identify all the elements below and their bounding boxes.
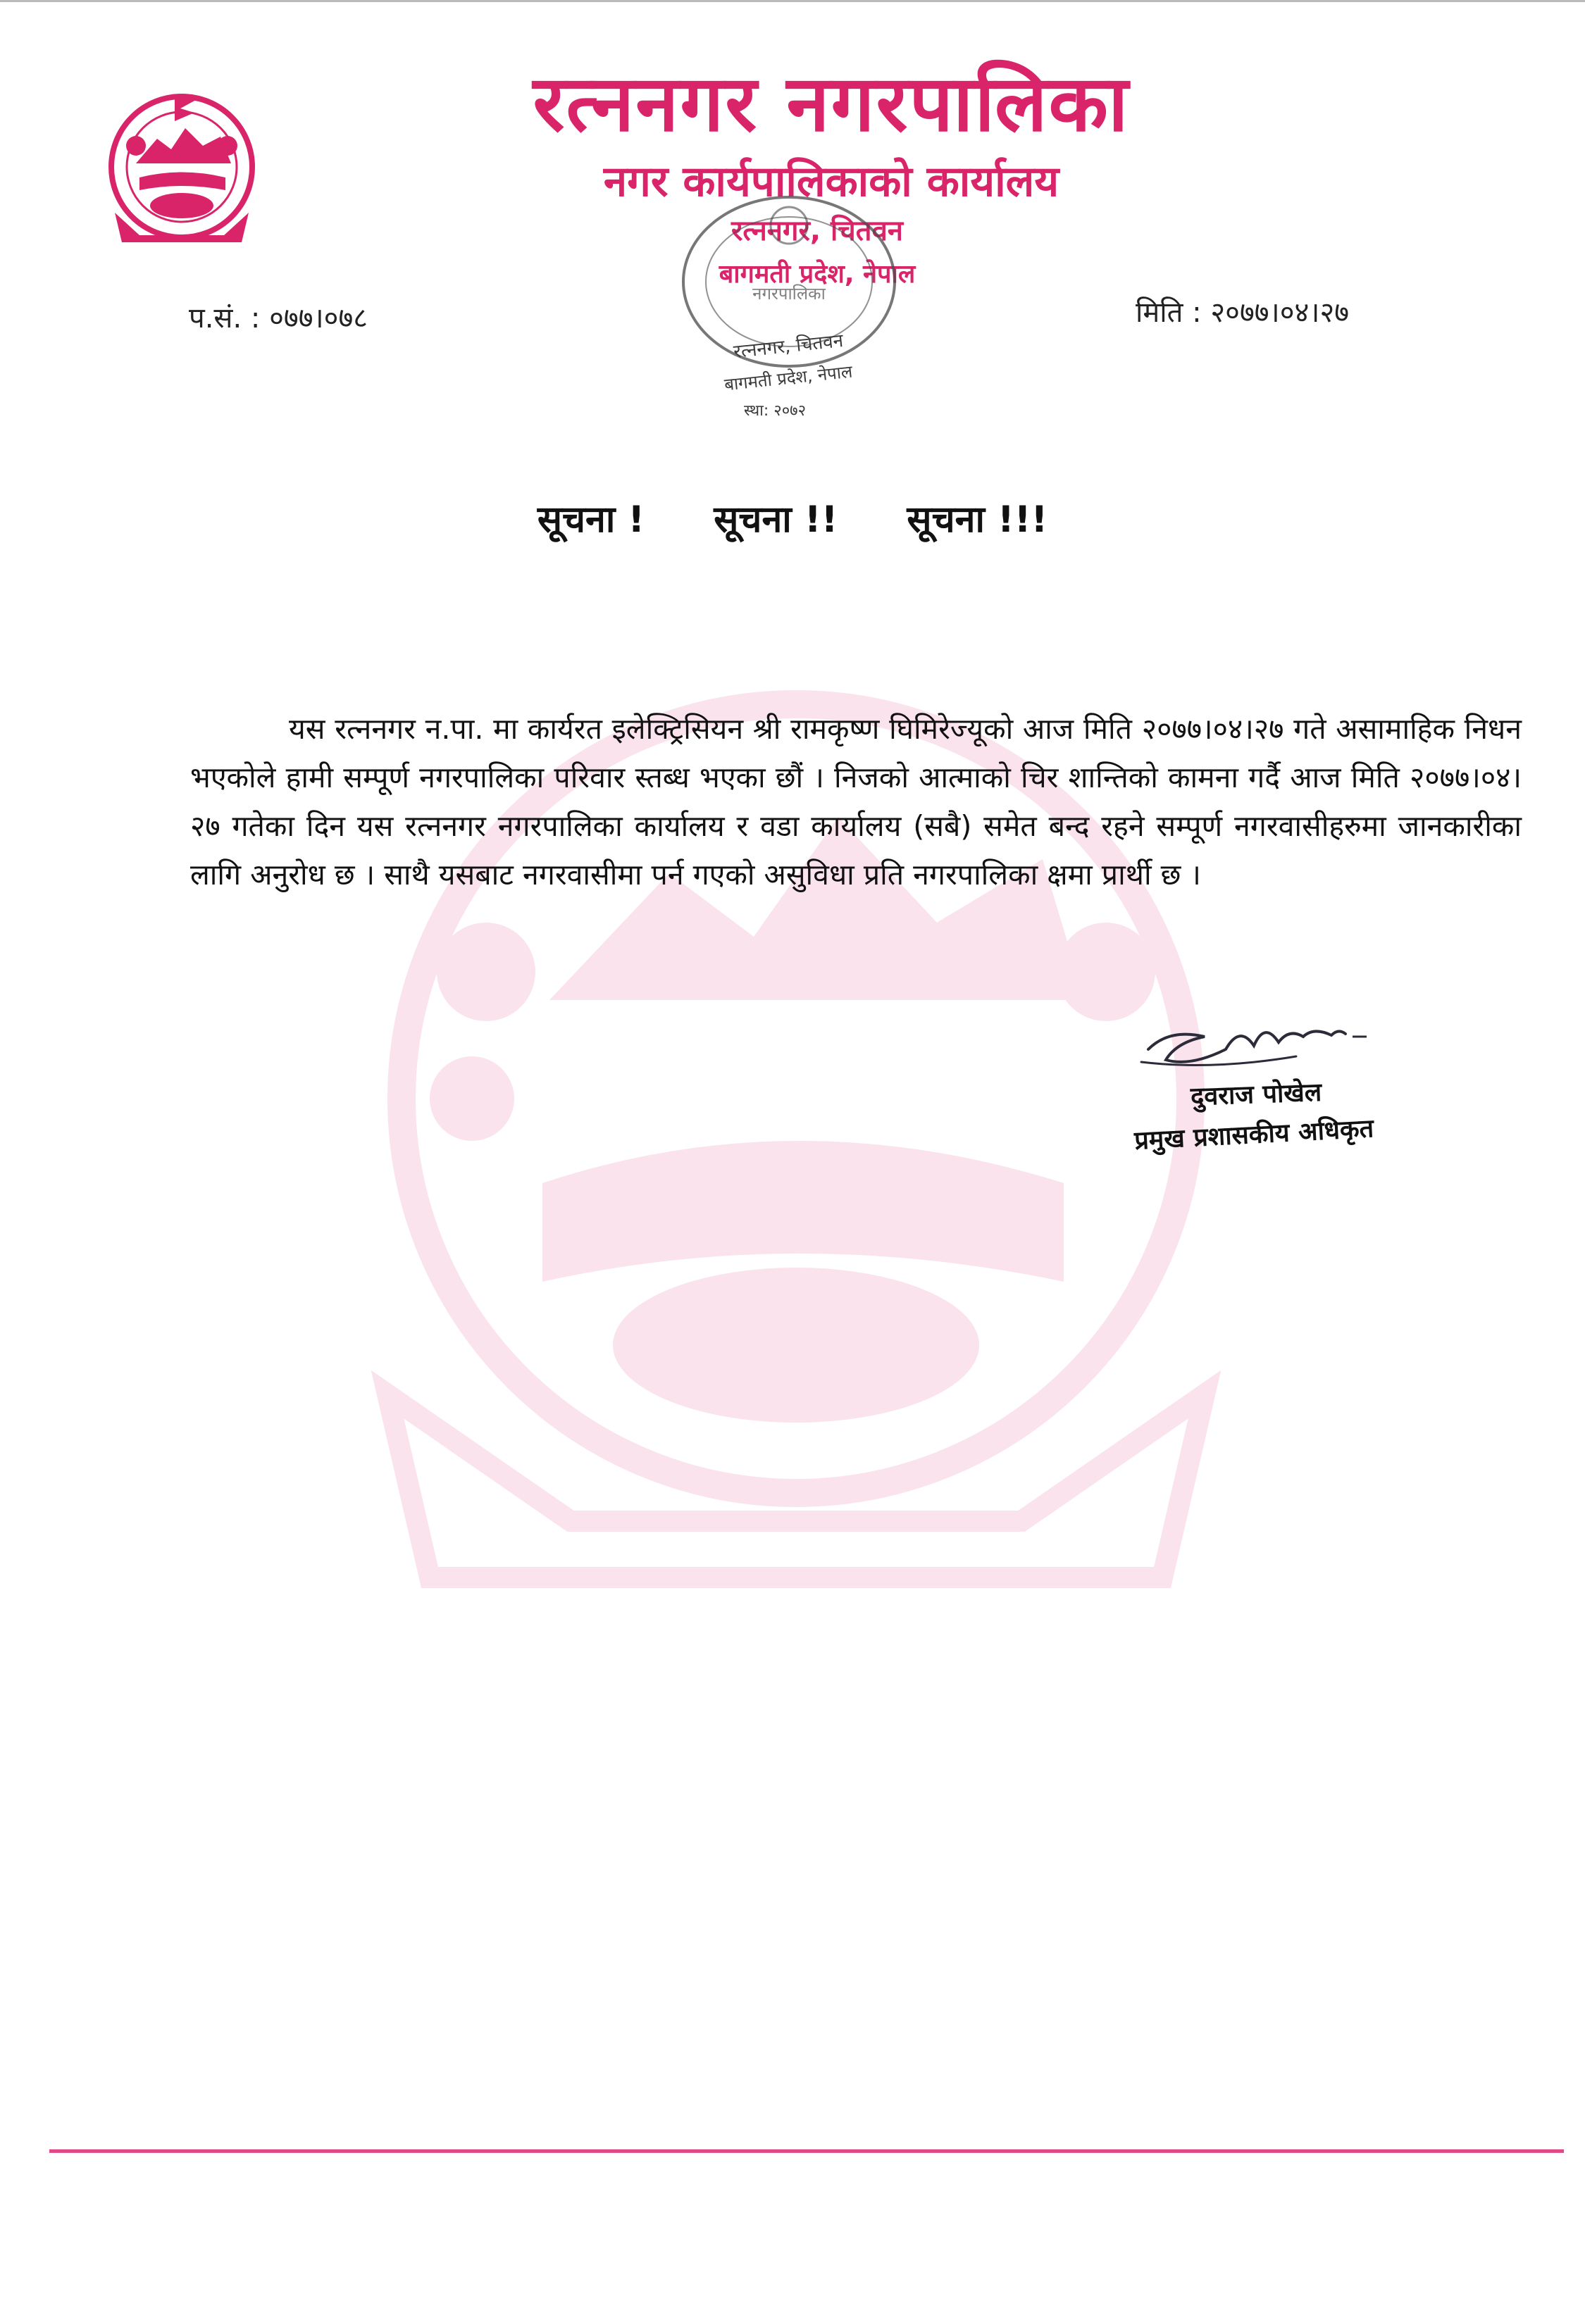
stamp-line-4: स्था: २०७२ [743, 402, 807, 420]
top-edge-rule [0, 0, 1585, 2]
address-line-2: बागमती प्रदेश, नेपाल [719, 260, 916, 289]
notice-heading-3: सूचना !!! [907, 499, 1048, 541]
signatory-name: दुवराज पोखेल [1190, 1077, 1322, 1112]
stamp-line-3: बागमती प्रदेश, नेपाल [723, 361, 854, 395]
stamp-line-1: नगरपालिका [752, 284, 826, 304]
notice-body: यस रत्ननगर न.पा. मा कार्यरत इलेक्ट्रिसियन श्री रामकृष्ण घिमिरेज्यूको आज मिति २०७७।०४।२७ गते असामाहिक निधन भएकोले हामी सम्पूर्ण नगरपालिका परिवार स्तब्ध भएका छौं । निजको आत्माको चिर शान्तिको कामना गर्दै आज मिति २०७७।०४।२७ गतेका दिन यस रत्ननगर नगरपालिका कार्यालय र वडा कार्यालय (सबै) समेत बन्द रहने सम्पूर्ण नगरवासीहरुमा जानकारीका लागि अनुरोध छ । साथै यसबाट नगरवासीमा पर्न गएको असुविधा प्रति नगरपालिका क्षमा प्रार्थी छ । [190, 712, 1522, 892]
address-line-1: रत्ननगर, चितवन [731, 215, 904, 247]
handwritten-signature-icon [1127, 993, 1395, 1085]
notice-heading-1: सूचना ! [537, 499, 645, 541]
notice-heading [0, 493, 1585, 543]
office-name: नगर कार्यपालिकाको कार्यालय [603, 157, 1059, 206]
org-name: रत्ननगर नगरपालिका [533, 58, 1130, 149]
stamp-line-2: रत्ननगर, चितवन [732, 330, 845, 363]
notice-heading-2: सूचना !! [714, 499, 838, 541]
letter-date: मिति : २०७७।०४।२७ [1136, 296, 1350, 329]
signatory-title: प्रमुख प्रशासकीय अधिकृत [1133, 1114, 1375, 1156]
office-seal-icon [669, 176, 909, 458]
reference-number: प.सं. : ०७७।०७८ [189, 302, 368, 335]
footer-rule [49, 2149, 1564, 2153]
